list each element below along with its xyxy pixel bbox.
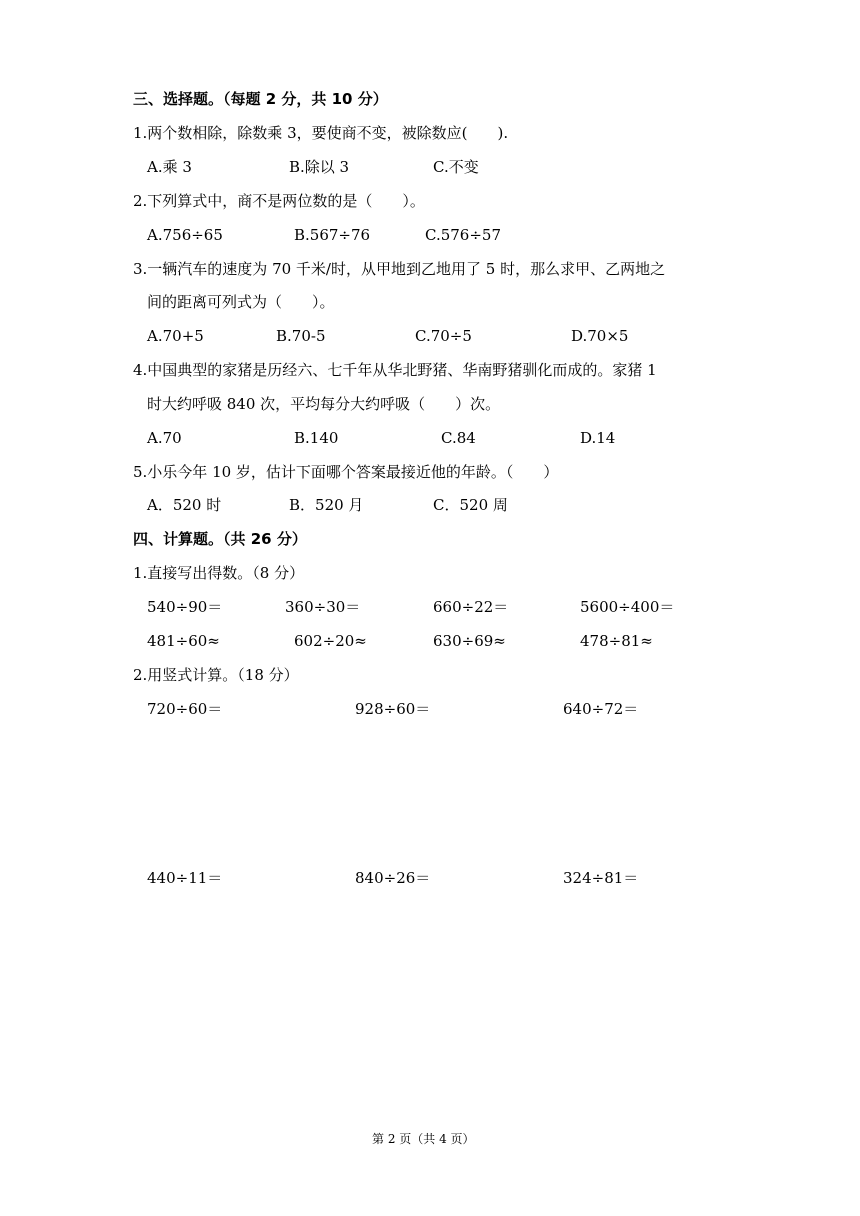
q2-stem: 2.下列算式中，商不是两位数的是（ ）。 (133, 192, 425, 210)
q5-option-b: B．520 月 (289, 496, 364, 514)
section4-heading: 四、计算题。（共 26 分） (133, 530, 307, 548)
q1-option-b: B.除以 3 (289, 158, 350, 176)
q2-option-c: C.576÷57 (425, 226, 501, 244)
part1-title: 1.直接写出得数。（8 分） (133, 564, 305, 582)
page-footer: 第 2 页（共 4 页） (372, 1132, 475, 1146)
q3-option-b: B.70-5 (276, 327, 326, 345)
q3-stem-line1: 3.一辆汽车的速度为 70 千米/时，从甲地到乙地用了 5 时，那么求甲、乙两地之 (133, 260, 666, 278)
oral-calc-item: 360÷30＝ (285, 598, 361, 616)
oral-calc-item: 660÷22＝ (433, 598, 509, 616)
q3-option-a: A.70+5 (147, 327, 204, 345)
vertical-calc-item: 928÷60＝ (355, 700, 431, 718)
q4-option-d: D.14 (580, 429, 616, 447)
q4-option-c: C.84 (441, 429, 476, 447)
q3-stem-line2: 间的距离可列式为（ ）。 (147, 293, 335, 311)
oral-calc-item: 630÷69≈ (433, 632, 506, 650)
q3-option-c: C.70÷5 (415, 327, 472, 345)
oral-calc-item: 481÷60≈ (147, 632, 220, 650)
oral-calc-item: 5600÷400＝ (580, 598, 675, 616)
vertical-calc-item: 640÷72＝ (563, 700, 639, 718)
vertical-calc-item: 440÷11＝ (147, 869, 223, 887)
q5-option-c: C．520 周 (433, 496, 508, 514)
q4-stem-line2: 时大约呼吸 840 次，平均每分大约呼吸（ ）次。 (147, 395, 501, 413)
vertical-calc-item: 840÷26＝ (355, 869, 431, 887)
vertical-calc-item: 720÷60＝ (147, 700, 223, 718)
q1-option-c: C.不变 (433, 158, 479, 176)
q2-option-b: B.567÷76 (294, 226, 371, 244)
q4-stem-line1: 4.中国典型的家猪是历经六、七千年从华北野猪、华南野猪驯化而成的。家猪 1 (133, 361, 657, 379)
q5-option-a: A．520 时 (147, 496, 222, 514)
oral-calc-item: 540÷90＝ (147, 598, 223, 616)
oral-calc-item: 602÷20≈ (294, 632, 367, 650)
q3-option-d: D.70×5 (571, 327, 629, 345)
q2-option-a: A.756÷65 (147, 226, 223, 244)
q1-option-a: A.乘 3 (147, 158, 192, 176)
oral-calc-item: 478÷81≈ (580, 632, 653, 650)
q1-stem: 1.两个数相除，除数乘 3，要使商不变，被除数应( ). (133, 124, 509, 142)
vertical-calc-item: 324÷81＝ (563, 869, 639, 887)
section3-heading: 三、选择题。（每题 2 分，共 10 分） (133, 90, 388, 108)
part2-title: 2.用竖式计算。（18 分） (133, 666, 299, 684)
q4-option-b: B.140 (294, 429, 339, 447)
q5-stem: 5.小乐今年 10 岁，估计下面哪个答案最接近他的年龄。（ ） (133, 463, 559, 481)
q4-option-a: A.70 (147, 429, 182, 447)
